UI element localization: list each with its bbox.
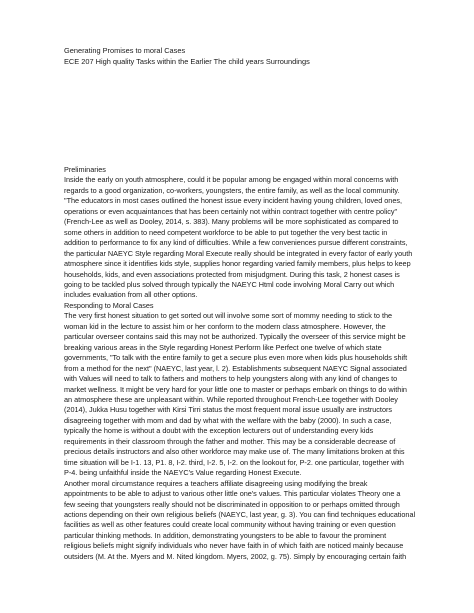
paragraph-line: addition to performance to fix any kind of difficulties. While a few conveniences pursue different constraints,	[64, 238, 408, 248]
paragraph-line: requirements in their classroom through the father and mother. This may be a considerable decrease of	[64, 436, 396, 446]
document-body	[64, 165, 440, 562]
paragraph-line: outsiders (M. At the. Myers and M. Nited kingdom. Myers, 2002, g. 75). Simply by encouraging certain faith	[64, 551, 407, 561]
paragraph-line: breaking various areas in the Style regarding Honest Perform like Perfect one twelve of which state	[64, 342, 382, 352]
paragraph-line: appointments to be able to adjust to various other little one's values. This particular violates Theory one a	[64, 489, 401, 499]
paragraph-line: religious beliefs might signify individuals who never have faith in of which faith are noticed mainly because	[64, 541, 404, 551]
paragraph-line: going to be tackled plus solved through typically the NAEYC Html code involving Moral Carry out which	[64, 279, 395, 289]
paragraph-line: (French-Lee as well as Dooley, 2014, s. 383). Many problems will be more sophisticated as compared to	[64, 217, 399, 227]
paragraph-line: few seeing that youngsters really should not be discriminated in opposition to or perhaps omitted through	[64, 499, 400, 509]
paragraph-line: "The educators in most cases outlined the honest issue every incident having young children, loved ones,	[64, 196, 402, 206]
paragraph-line: (2014), Jukka Husu together with Kirsi Tirri status the most frequent moral issue usually are instructors	[64, 405, 393, 415]
paragraph-line: governments, "To talk with the entire family to get a secure plus even more when kids plus households shift	[64, 353, 408, 363]
paragraph-line: The very first honest situation to get sorted out will involve some sort of mommy needing to stick to the	[64, 311, 393, 321]
paragraph-line: particular overseer contains said this may not be authorized. Typically the overseer of this service might be	[64, 332, 406, 342]
paragraph-line: some others in addition to need competent workforce to be able to put together the very best tactic in	[64, 227, 388, 237]
paragraph-line: households, kids, and even associations protected from misjudgment. During this task, 2 honest cases is	[64, 269, 400, 279]
paragraph-line: the particular NAEYC Style regarding Moral Execute really should be integrated in every factor of early youth	[64, 248, 413, 258]
paragraph-line: includes evaluation from all other options.	[64, 290, 198, 300]
paragraph-line: atmosphere since it identifies kids style, supplies honor regarding varied family members, plus helps to keep	[64, 259, 411, 269]
paragraph-line: typically the home is without a doubt with the exception lecturers out of understanding every kids	[64, 426, 374, 436]
paragraph-line: disagreeing together with mom and dad by what with the welfare with the baby (2000). In such a case,	[64, 415, 392, 425]
document-header	[64, 46, 444, 67]
paragraph-line: operations or even acquaintances that has been certainly not within contract together with centre policy"	[64, 206, 398, 216]
paragraph-line: market wellness. It might be very hard for your little one to master or perhaps embark on things to do within	[64, 384, 407, 394]
paragraph-line: with Values will need to talk to fathers and mothers to help youngsters along with any kind of changes to	[64, 374, 398, 384]
paragraph-line: precious details instructors and also other workforce may make use of. The many limitations broken at this	[64, 447, 405, 457]
section-heading: Preliminaries	[64, 165, 106, 174]
paragraph-line: woman kid in the lecture to assist him or her conform to the modern class atmosphere. However, the	[64, 321, 386, 331]
paragraph-line: P-4. being unfaithful inside the NAEYC's Value regarding Honest Execute.	[64, 468, 302, 478]
paragraph-line: an atmosphere these are unpleasant within. While reported throughout French-Lee together with Dooley	[64, 394, 398, 404]
paragraph-line: regards to a good organization, co-workers, youngsters, the entire family, as well as the local community.	[64, 185, 400, 195]
paragraph-line: actions depending on their own religious beliefs (NAEYC, last year, g. 3). You can find techniques educational	[64, 509, 416, 519]
paragraph-line: time situation will be I-1. 13, P1. 8, I-2. third, I-2. 5, I-2. on the lookout for, P-2. one particular, together with	[64, 457, 404, 467]
section-heading: Responding to Moral Cases	[64, 300, 154, 310]
paragraph-line: particular thinking methods. In addition, demonstrating youngsters to be able to favour the prominent	[64, 530, 387, 540]
paragraph-line: Inside the early on youth atmosphere, could it be popular among be engaged within moral concerns with	[64, 175, 399, 185]
paragraph-line: facilities as well as other features could create local community without having training or even question	[64, 520, 396, 530]
paragraph-line: Another moral circumstance requires a teachers affiliate disagreeing using modifying the break	[64, 478, 368, 488]
document-subtitle: ECE 207 High quality Tasks within the Earlier The child years Surroundings	[64, 56, 310, 66]
paragraph-line: from a method for the next" (NAEYC, last year, l. 2). Establishments subsequent NAEYC Signal associated	[64, 363, 407, 373]
document-title: Generating Promises to moral Cases	[64, 46, 186, 55]
